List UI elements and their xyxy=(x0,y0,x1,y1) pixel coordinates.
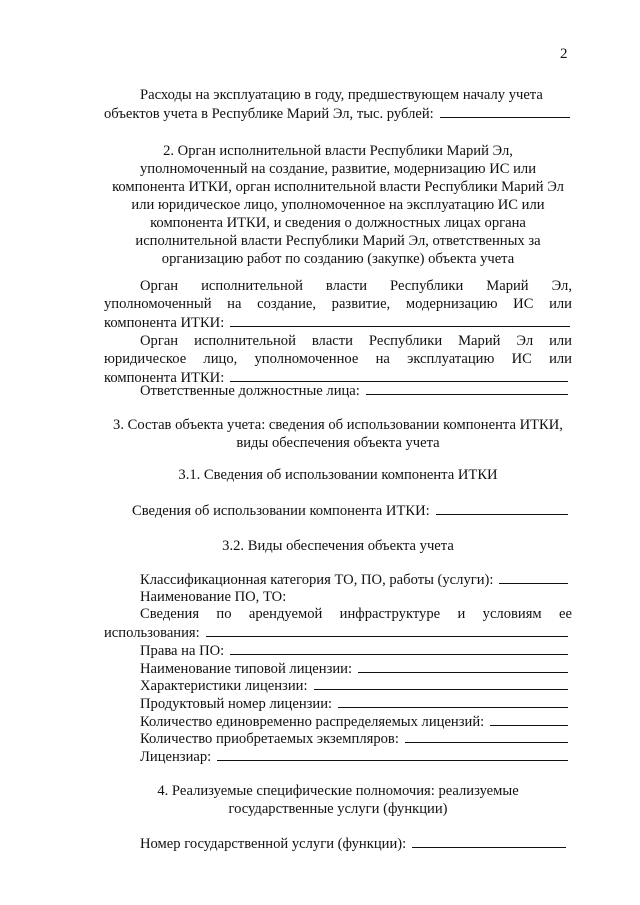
organ-creation-blank[interactable] xyxy=(230,313,570,327)
organ-operation-label: компонента ИТКИ: xyxy=(104,370,225,386)
section-3-heading-line: виды обеспечения объекта учета xyxy=(236,435,440,451)
category-label: Классификационная категория ТО, ПО, работы (услуги): xyxy=(140,572,494,588)
license-product-number-blank[interactable] xyxy=(338,694,568,708)
page-number: 2 xyxy=(560,46,568,62)
name-field xyxy=(140,588,287,606)
rights-blank[interactable] xyxy=(230,641,568,655)
license-characteristics-blank[interactable] xyxy=(314,676,569,690)
license-characteristics-label: Характеристики лицензии: xyxy=(140,678,308,694)
licensor-label: Лицензиар: xyxy=(140,749,212,765)
responsible-officials-blank[interactable] xyxy=(366,381,568,395)
organ-creation-line-2: уполномоченный на создание, развитие, модернизацию ИС или xyxy=(104,296,572,312)
subsection-3-1-heading: 3.1. Сведения об использовании компонента ИТКИ xyxy=(178,467,498,483)
organ-creation-line-1: Орган исполнительной власти Республики Марий Эл, xyxy=(140,278,572,294)
infrastructure-blank[interactable] xyxy=(206,623,568,637)
section-4-heading xyxy=(80,782,596,818)
section-3-heading xyxy=(80,416,596,452)
licensor-blank[interactable] xyxy=(217,747,568,761)
service-number-blank[interactable] xyxy=(412,834,566,848)
infrastructure-label: использования: xyxy=(104,625,200,641)
purchased-copies-blank[interactable] xyxy=(405,729,568,743)
expenses-blank[interactable] xyxy=(440,104,570,118)
license-name-label: Наименование типовой лицензии: xyxy=(140,661,353,677)
purchased-copies-field xyxy=(140,729,568,748)
organ-creation-label: компонента ИТКИ: xyxy=(104,315,225,331)
section-2-heading xyxy=(80,142,596,268)
category-field xyxy=(140,570,568,589)
section-2-heading-line: организацию работ по созданию (закупке) объекта учета xyxy=(161,251,515,267)
section-4-heading-line: 4. Реализуемые специфические полномочия: реализуемые xyxy=(157,783,519,799)
license-name-blank[interactable] xyxy=(358,659,568,673)
organ-operation-blank[interactable] xyxy=(230,368,568,382)
section-2-heading-line: компонента ИТКИ, и сведения о должностных лицах органа xyxy=(150,215,526,231)
section-2-heading-line: 2. Орган исполнительной власти Республики Марий Эл, xyxy=(163,143,513,159)
licensor-field xyxy=(140,747,568,766)
infrastructure-line-1: Сведения по арендуемой инфраструктуре и условиям ее xyxy=(140,606,572,622)
expenses-field xyxy=(104,104,570,123)
section-2-heading-line: компонента ИТКИ, орган исполнительной власти Республики Марий Эл xyxy=(112,179,564,195)
simultaneous-licenses-blank[interactable] xyxy=(490,712,568,726)
license-product-number-label: Продуктовый номер лицензии: xyxy=(140,696,333,712)
section-3-heading-line: 3. Состав объекта учета: сведения об использовании компонента ИТКИ, xyxy=(113,417,563,433)
itki-usage-field xyxy=(132,501,568,520)
responsible-officials-field xyxy=(140,381,568,400)
category-blank[interactable] xyxy=(499,570,568,584)
purchased-copies-label: Количество приобретаемых экземпляров: xyxy=(140,731,399,747)
section-2-heading-line: или юридическое лицо, уполномоченное на эксплуатацию ИС или xyxy=(131,197,545,213)
section-4-heading-line: государственные услуги (функции) xyxy=(228,801,448,817)
responsible-officials-label: Ответственные должностные лица: xyxy=(140,383,360,399)
section-2-heading-line: уполномоченный на создание, развитие, модернизацию ИС или xyxy=(139,161,537,177)
rights-field xyxy=(140,641,568,660)
name-label: Наименование ПО, ТО: xyxy=(140,589,287,605)
expenses-label: объектов учета в Республике Марий Эл, тыс. рублей: xyxy=(104,106,434,122)
rights-label: Права на ПО: xyxy=(140,643,225,659)
organ-operation-line-2: юридическое лицо, уполномоченное на эксплуатацию ИС или xyxy=(104,351,572,367)
service-number-label: Номер государственной услуги (функции): xyxy=(140,836,407,852)
organ-operation-line-1: Орган исполнительной власти Республики Марий Эл или xyxy=(140,333,572,349)
infrastructure-field xyxy=(104,623,568,642)
license-characteristics-field xyxy=(140,676,568,695)
license-product-number-field xyxy=(140,694,568,713)
itki-usage-label: Сведения об использовании компонента ИТКИ: xyxy=(132,503,430,519)
simultaneous-licenses-label: Количество единовременно распределяемых лицензий: xyxy=(140,714,485,730)
organ-creation-field xyxy=(104,313,570,332)
subsection-3-2-heading: 3.2. Виды обеспечения объекта учета xyxy=(222,538,454,554)
expenses-line-1: Расходы на эксплуатацию в году, предшествующем началу учета xyxy=(140,87,543,103)
service-number-field xyxy=(140,834,566,853)
itki-usage-blank[interactable] xyxy=(436,501,568,515)
section-2-heading-line: исполнительной власти Республики Марий Эл, ответственных за xyxy=(135,233,541,249)
